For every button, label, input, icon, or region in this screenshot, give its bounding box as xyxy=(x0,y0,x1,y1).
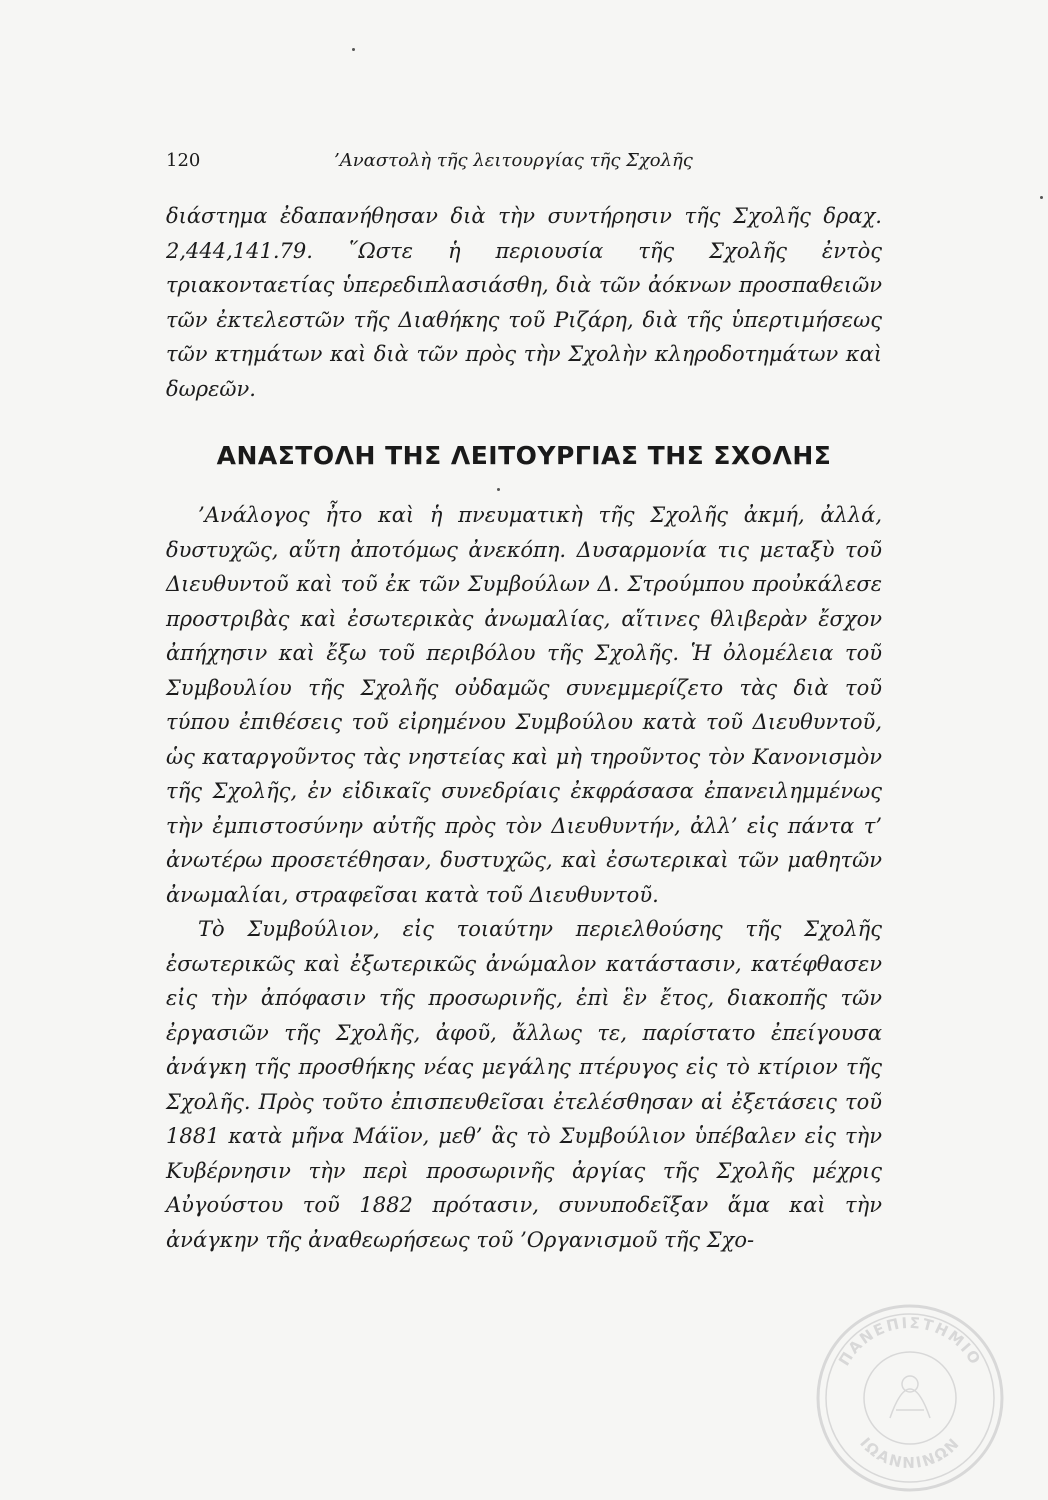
intro-paragraph: διάστημα ἐδαπανήθησαν διὰ τὴν συντήρησιν τῆς Σχολῆς δραχ. 2,444,141.79. ῞Ωστε ἡ περιουσία τῆς Σχολῆς ἐντὸς τριακονταετίας ὑπερεδιπλασιάσθη, διὰ τῶν ἀόκνων προσπαθειῶν τῶν ἐκτελεστῶν τῆς Διαθήκης τοῦ Ριζάρη, διὰ τῆς ὑπερτιμήσεως τῶν κτημάτων καὶ διὰ τῶν πρὸς τὴν Σχολὴν κληροδοτημάτων καὶ δωρεῶν. xyxy=(166,204,882,401)
page-header xyxy=(166,150,886,180)
page-number: 120 xyxy=(166,150,201,171)
running-title: ’Αναστολὴ τῆς λειτουργίας τῆς Σχολῆς xyxy=(334,150,693,171)
main-text-block xyxy=(166,498,882,1257)
scan-speck xyxy=(497,488,500,491)
intro-text-block xyxy=(166,199,882,406)
scan-speck xyxy=(352,48,355,51)
section-heading: ΑΝΑΣΤΟΛΗ ΤΗΣ ΛΕΙΤΟΥΡΓΙΑΣ ΤΗΣ ΣΧΟΛΗΣ xyxy=(216,441,832,470)
scan-speck xyxy=(1040,196,1043,199)
stamp-text-bottom: ΙΩΑΝΝΙΝΩΝ xyxy=(856,1433,964,1473)
library-seal-stamp xyxy=(812,1300,1008,1496)
svg-text:ΙΩΑΝΝΙΝΩΝ xyxy=(856,1434,964,1472)
stamp-text-top: ΠΑΝΕΠΙΣΤΗΜΙΟ xyxy=(835,1313,985,1369)
paragraph-1: ’Ανάλογος ἦτο καὶ ἡ πνευματικὴ τῆς Σχολῆς ἀκμή, ἀλλά, δυστυχῶς, αὕτη ἀποτόμως ἀνεκόπη. Δυσαρμονία τις μεταξὺ τοῦ Διευθυντοῦ καὶ τοῦ ἐκ τῶν Συμβούλων Δ. Στρούμπου προὐκάλεσε προστριβὰς καὶ ἐσωτερικὰς ἀνωμαλίας, αἵτινες θλιβερὰν ἔσχον ἀπήχησιν καὶ ἔξω τοῦ περιβόλου τῆς Σχολῆς. Ἡ ὀλομέλεια τοῦ Συμβουλίου τῆς Σχολῆς οὐδαμῶς συνεμμερίζετο τὰς διὰ τοῦ τύπου ἐπιθέσεις τοῦ εἰρημένου Συμβούλου κατὰ τοῦ Διευθυντοῦ, ὡς καταργοῦντος τὰς νηστείας καὶ μὴ τηροῦντος τὸν Κανονισμὸν τῆς Σχολῆς, ἐν εἰδικαῖς συνεδρίαις ἐκφράσασα ἐπανειλημμένως τὴν ἐμπιστοσύνην αὐτῆς πρὸς τὸν Διευθυντήν, ἀλλ’ εἰς πάντα τ’ ἀνωτέρω προσετέθησαν, δυστυχῶς, καὶ ἐσωτερικαὶ τῶν μαθητῶν ἀνωμαλίαι, στραφεῖσαι κατὰ τοῦ Διευθυντοῦ. xyxy=(166,503,882,907)
paragraph-2: Τὸ Συμβούλιον, εἰς τοιαύτην περιελθούσης τῆς Σχολῆς ἐσωτερικῶς καὶ ἐξωτερικῶς ἀνώμαλον κατάστασιν, κατέφθασεν εἰς τὴν ἀπόφασιν τῆς προσωρινῆς, ἐπὶ ἓν ἔτος, διακοπῆς τῶν ἐργασιῶν τῆς Σχολῆς, ἀφοῦ, ἄλλως τε, παρίστατο ἐπείγουσα ἀνάγκη τῆς προσθήκης νέας μεγάλης πτέρυγος εἰς τὸ κτίριον τῆς Σχολῆς. Πρὸς τοῦτο ἐπισπευθεῖσαι ἐτελέσθησαν αἱ ἐξετάσεις τοῦ 1881 κατὰ μῆνα Μάϊον, μεθ’ ἃς τὸ Συμβούλιον ὑπέβαλεν εἰς τὴν Κυβέρνησιν τὴν περὶ προσωρινῆς ἀργίας τῆς Σχολῆς μέχρις Αὐγούστου τοῦ 1882 πρότασιν, συνυποδεῖξαν ἅμα καὶ τὴν ἀνάγκην τῆς ἀναθεωρήσεως τοῦ ’Οργανισμοῦ τῆς Σχο- xyxy=(166,917,882,1252)
